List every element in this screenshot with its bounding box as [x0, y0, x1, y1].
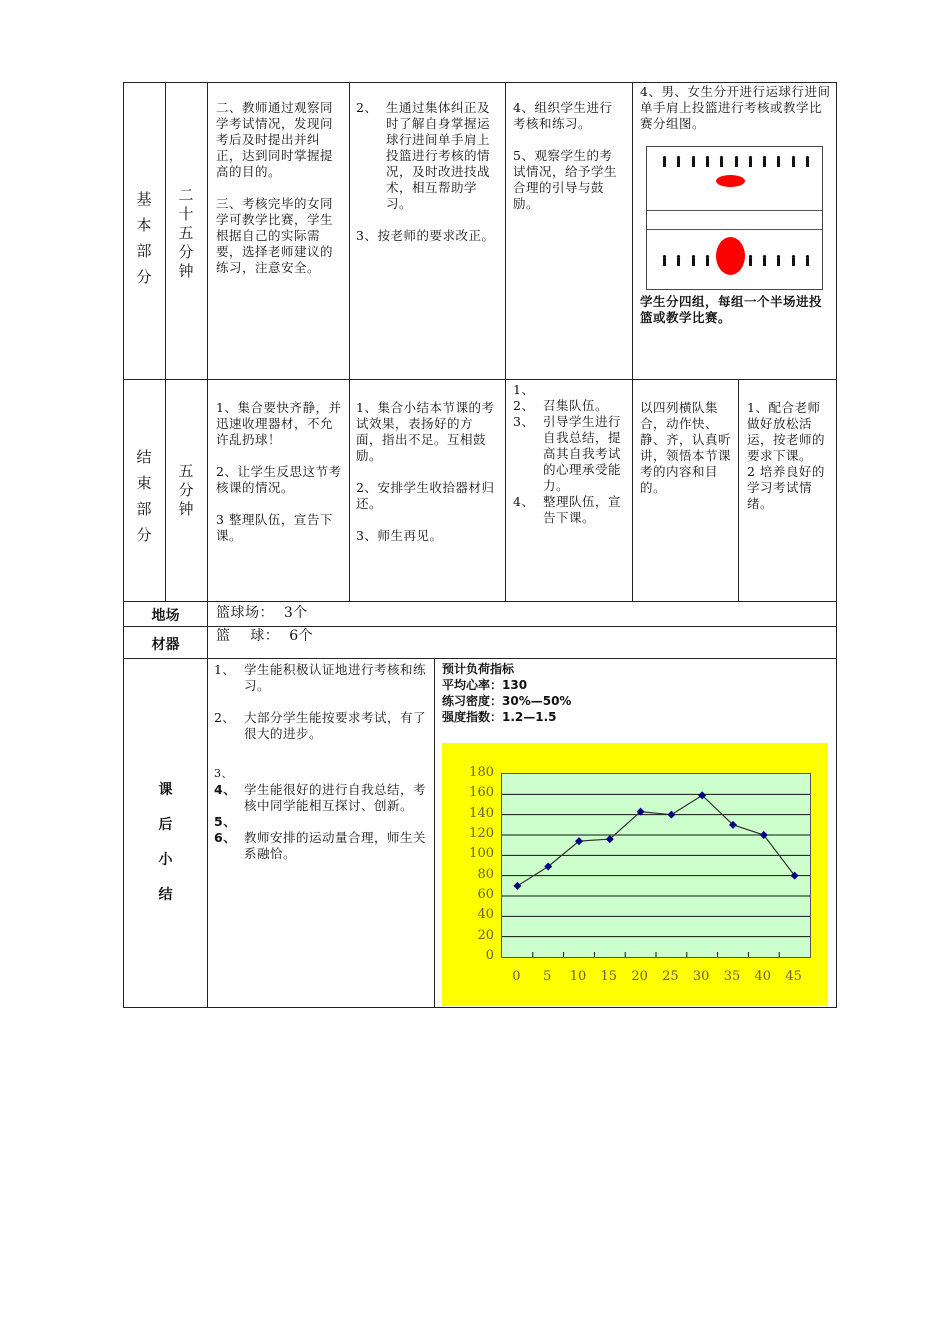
student-figure-icon	[776, 251, 780, 261]
list-item: 1、	[513, 382, 535, 397]
section-label-ending: 结束部分	[136, 448, 152, 544]
x-tick-label: 5	[543, 969, 552, 984]
table-border-bottom	[123, 1007, 837, 1008]
student-figure-icon	[691, 152, 695, 162]
line-chart-svg	[502, 774, 810, 957]
student-figure-icon	[676, 152, 680, 162]
list-item: 4、 整理队伍，宣告下课。	[513, 494, 622, 525]
row-divider	[123, 658, 837, 659]
student-figure-icon	[805, 251, 809, 261]
basketball-group-marker	[716, 237, 745, 275]
col-divider	[505, 82, 506, 601]
list-item: 5、	[214, 814, 237, 829]
row-divider	[123, 626, 837, 627]
list-item: 1、 学生能积极认证地进行考核和练习。	[214, 662, 427, 693]
data-point-marker	[667, 811, 675, 819]
court-diagram	[646, 146, 823, 290]
list-item: 4、 学生能很好的进行自我总结，考核中同学能相互探讨、创新。	[214, 782, 427, 813]
student-figure-icon	[776, 152, 780, 162]
y-tick-label: 40	[477, 907, 494, 923]
student-figure-icon	[734, 152, 738, 162]
student-figure-icon	[719, 152, 723, 162]
x-tick-label: 20	[631, 969, 648, 984]
row-divider	[123, 601, 837, 602]
basic-teacher-content	[216, 100, 342, 276]
x-tick-label: 25	[662, 969, 679, 984]
venue-label: 地场	[151, 608, 180, 624]
basic-student-activity	[356, 100, 498, 244]
diagram-caption-top: 4、男、女生分开进行运球行进间单手肩上投篮进行考核或教学比赛分组图。	[640, 84, 831, 131]
x-tick-label: 40	[754, 969, 772, 984]
ending-teacher: 1、集合小结本节课的考试效果，表扬好的方面，指出不足。互相鼓励。 2、安排学生收拾器材归还。 3、师生再见。	[356, 400, 495, 543]
student-figure-icon	[705, 251, 709, 261]
basic-organization: 4、组织学生进行考核和练习。 5、观察学生的考试情况，给予学生合理的引导与鼓励。	[513, 100, 618, 211]
y-tick-label: 160	[469, 785, 494, 801]
col-divider	[207, 82, 208, 1008]
load-title: 预计负荷指标	[442, 662, 515, 676]
x-tick-label: 0	[512, 969, 521, 984]
col-divider	[434, 658, 435, 1008]
list-item: 3、	[214, 767, 233, 780]
col-divider	[738, 379, 739, 601]
list-item: 3、 引导学生进行自我总结，提高其自我考试的心理承受能力。	[513, 414, 622, 493]
table-border-right	[836, 82, 837, 1008]
list-item: 6、 教师安排的运动量合理，师生关系融恰。	[214, 830, 427, 861]
student-figure-icon	[791, 152, 795, 162]
student-figure-icon	[748, 152, 752, 162]
col-divider	[632, 82, 633, 601]
heart-rate: 平均心率：130	[442, 678, 528, 692]
summary-items	[214, 662, 426, 862]
data-point-marker	[513, 882, 521, 890]
y-tick-label: 120	[469, 826, 494, 841]
ending-requirements: 1、配合老师做好放松活运，按老师的要求下课。 2 培养良好的学习考试情绪。	[747, 400, 826, 511]
y-tick-label: 180	[469, 765, 494, 780]
section-time-ending: 五分钟	[178, 462, 194, 518]
heart-rate-chart	[442, 743, 828, 1006]
x-tick-label: 15	[600, 969, 618, 984]
equipment-value: 篮 球： 6个	[216, 628, 314, 644]
student-figure-icon	[705, 152, 709, 162]
student-figure-icon	[762, 152, 766, 162]
ending-student-activity	[513, 382, 627, 526]
x-tick-label: 10	[569, 969, 587, 984]
venue-value: 篮球场： 3个	[216, 605, 308, 621]
student-figure-icon	[791, 251, 795, 261]
section-time-basic: 二十五分钟	[178, 186, 194, 280]
col-divider	[165, 82, 166, 601]
y-tick-label: 0	[485, 948, 494, 963]
court-divider	[647, 229, 822, 230]
top-row-students	[647, 152, 822, 164]
ending-organization: 以四列横队集合，动作快、静、齐，认真听讲，领悟本节课考的内容和目的。	[640, 400, 732, 495]
y-tick-label: 100	[469, 846, 494, 862]
student-figure-icon	[748, 251, 752, 261]
x-tick-label: 45	[785, 969, 802, 984]
student-figure-icon	[805, 152, 809, 162]
basic-teacher-para: 三、考核完毕的女同学可教学比赛，学生根据自己的实际需要，选择老师建议的练习，注意安全。	[216, 196, 334, 275]
basic-teacher-para: 二、教师通过观察同学考试情况，发现问考后及时提出并纠正，达到同时掌握提高的目的。	[216, 100, 334, 179]
plot-area	[501, 773, 811, 958]
x-tick-label: 35	[723, 969, 741, 984]
student-figure-icon	[762, 251, 766, 261]
y-tick-label: 80	[477, 866, 494, 882]
student-figure-icon	[662, 251, 666, 261]
court-divider	[647, 210, 822, 211]
table-border-top	[123, 82, 837, 83]
intensity-index: 强度指数：1.2—1.5	[442, 710, 557, 724]
student-figure-icon	[676, 251, 680, 261]
col-divider	[349, 82, 350, 601]
equipment-label: 材器	[151, 637, 180, 653]
y-tick-label: 20	[477, 927, 494, 943]
student-figure-icon	[662, 152, 666, 162]
list-item: 3、按老师的要求改正。	[356, 228, 495, 243]
basketball-marker	[716, 175, 745, 187]
x-tick-label: 30	[692, 969, 710, 984]
student-figure-icon	[691, 251, 695, 261]
y-tick-label: 140	[469, 805, 494, 821]
practice-density: 练习密度：30%—50%	[442, 694, 572, 708]
diagram-caption-bottom: 学生分四组，每组一个半场进投篮或教学比赛。	[640, 294, 823, 325]
row-divider	[123, 379, 837, 380]
load-indicators	[442, 661, 571, 725]
section-label-basic: 基本部分	[136, 190, 152, 286]
list-item: 2、 召集队伍。	[513, 398, 609, 413]
y-tick-label: 60	[477, 887, 494, 902]
list-item: 2、 大部分学生能按要求考试，有了很大的进步。	[214, 710, 427, 741]
summary-label: 课 后 小 结	[158, 782, 173, 903]
list-item: 2、 生通过集体纠正及时了解自身掌握运球行进间单手肩上投篮进行考核的情况，及时改进技战术，相互帮助学习。	[356, 100, 491, 211]
ending-content: 1、集合要快齐静，并迅速收理器材，不允许乱扔球！ 2、让学生反思这节考核课的情况。 3 整理队伍，宣告下课。	[216, 400, 342, 543]
